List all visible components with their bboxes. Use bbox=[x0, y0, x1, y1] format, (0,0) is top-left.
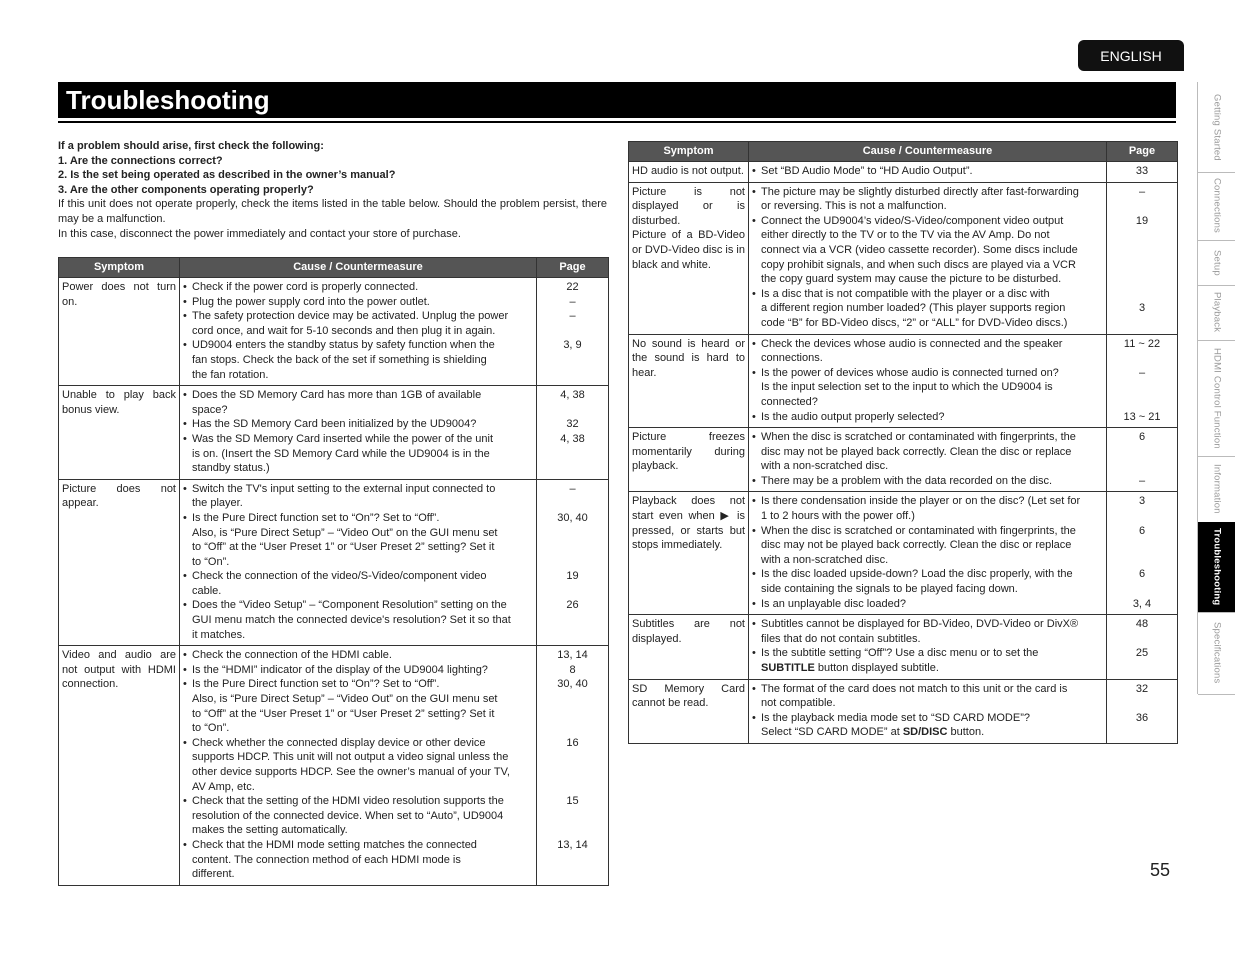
symptom-cell bbox=[629, 182, 749, 334]
page-reference: 13, 14 bbox=[557, 649, 588, 662]
page-reference: – bbox=[1138, 474, 1146, 487]
troubleshooting-table-left bbox=[58, 257, 609, 886]
page-cell bbox=[1107, 679, 1178, 743]
symptom-cell bbox=[59, 479, 180, 646]
page-reference: 3, 4 bbox=[1132, 597, 1152, 610]
countermeasure-continuation: to “On”. bbox=[192, 722, 230, 735]
page-reference: 6 bbox=[1138, 524, 1146, 537]
side-tab-label: HDMI Control Function bbox=[1211, 347, 1223, 449]
side-tab-label: Setup bbox=[1211, 249, 1223, 276]
page-reference: 8 bbox=[569, 663, 576, 676]
intro-section bbox=[58, 139, 607, 241]
page-reference bbox=[1110, 725, 1174, 740]
countermeasure-continuation: Also, is “Pure Direct Setup” – “Video Out” on the GUI menu set bbox=[192, 693, 498, 706]
countermeasure-item: • Is a disc that is not compatible with the player or a disc with bbox=[752, 287, 1103, 302]
countermeasure-item: • Check the connection of the HDMI cable. bbox=[183, 648, 533, 663]
table-row bbox=[59, 479, 609, 646]
countermeasure-item: • Subtitles cannot be displayed for BD-Video, DVD-Video or DivX® bbox=[752, 617, 1103, 632]
countermeasure-continuation: supports HDCP. This unit will not output a video signal unless the bbox=[192, 751, 509, 764]
page-reference: 3 bbox=[1138, 495, 1146, 508]
countermeasure-item: • Check the devices whose audio is connected and the speaker bbox=[752, 337, 1103, 352]
countermeasure-continuation: 1 to 2 hours with the power off.) bbox=[761, 510, 915, 523]
countermeasure-item: • UD9004 enters the standby status by safety function when the bbox=[183, 338, 533, 353]
countermeasure-continuation: content. The connection method of each HDMI mode is bbox=[192, 853, 461, 866]
table-row bbox=[629, 334, 1178, 428]
countermeasure-continuation: is on. (Insert the SD Memory Card while the UD9004 is in the bbox=[192, 447, 490, 460]
countermeasure-item: • Does the SD Memory Card has more than 1GB of available bbox=[183, 388, 533, 403]
countermeasure-continuation: AV Amp, etc. bbox=[192, 780, 255, 793]
intro-question-1: 1. Are the connections correct? bbox=[58, 154, 223, 167]
countermeasure-continuation: it matches. bbox=[192, 628, 246, 641]
intro-paragraph-2: In this case, disconnect the power immediately and contact your store of purchase. bbox=[58, 227, 461, 240]
header-symptom: Symptom bbox=[59, 258, 180, 278]
countermeasure-item: • Is the Pure Direct function set to “On”? Set to “Off”. bbox=[183, 511, 533, 526]
page-reference bbox=[540, 613, 605, 628]
page-reference bbox=[1110, 351, 1174, 366]
side-tab-hdmi-control-function[interactable] bbox=[1198, 340, 1235, 457]
page-reference bbox=[540, 555, 605, 570]
countermeasure-continuation: SUBTITLE button displayed subtitle. bbox=[761, 662, 939, 674]
countermeasure-item: • Is the power of devices whose audio is connected turned on? bbox=[752, 366, 1103, 381]
countermeasure-item: • Has the SD Memory Card been initialized by the UD9004? bbox=[183, 417, 533, 432]
page-reference bbox=[1110, 553, 1174, 568]
countermeasure-continuation: the copy guard system may cause the picture to be disturbed. bbox=[761, 273, 1062, 286]
side-tab-label: Information bbox=[1211, 464, 1223, 514]
symptom-cell bbox=[59, 386, 180, 480]
countermeasure-item: • Check that the setting of the HDMI video resolution supports the bbox=[183, 794, 533, 809]
symptom-text: Picture of a BD-Video or DVD-Video disc is in black and white. bbox=[632, 229, 745, 271]
countermeasure-item: • The picture may be slightly disturbed directly after fast-forwarding bbox=[752, 185, 1103, 200]
cause-cell bbox=[749, 615, 1107, 679]
countermeasure-item: • Switch the TV's input setting to the external input connected to bbox=[183, 482, 533, 497]
side-tab-label: Playback bbox=[1211, 292, 1223, 333]
countermeasure-item: • Set “BD Audio Mode” to “HD Audio Output”. bbox=[752, 164, 1103, 179]
countermeasure-item: • There may be a problem with the data recorded on the disc. bbox=[752, 474, 1103, 489]
page-reference: 30, 40 bbox=[557, 511, 588, 524]
page-reference: 19 bbox=[566, 570, 579, 583]
page-reference bbox=[1110, 582, 1174, 597]
page-reference bbox=[1110, 459, 1174, 474]
page-reference bbox=[540, 540, 605, 555]
cause-cell bbox=[749, 334, 1107, 428]
table-row bbox=[629, 162, 1178, 183]
countermeasure-item: • Is the disc loaded upside-down? Load the disc properly, with the bbox=[752, 567, 1103, 582]
table-row bbox=[629, 615, 1178, 679]
page-reference: – bbox=[569, 310, 576, 323]
side-tab-label: Troubleshooting bbox=[1211, 528, 1223, 606]
symptom-text: Video and audio are not output with HDMI connection. bbox=[62, 649, 176, 691]
countermeasure-item: • Is an unplayable disc loaded? bbox=[752, 597, 1103, 612]
header-cause: Cause / Countermeasure bbox=[180, 258, 537, 278]
page-reference: 3 bbox=[1138, 302, 1146, 315]
side-tab-connections[interactable] bbox=[1198, 172, 1235, 241]
cause-cell bbox=[749, 492, 1107, 615]
page-reference bbox=[540, 780, 605, 795]
page-reference bbox=[540, 447, 605, 462]
symptom-text: Picture is not displayed or is disturbed. bbox=[632, 185, 745, 227]
table-row bbox=[629, 182, 1178, 334]
countermeasure-continuation: GUI menu match the connected device's resolution? Set it so that bbox=[192, 614, 511, 627]
countermeasure-continuation: cable. bbox=[192, 584, 222, 597]
intro-paragraph-1: If this unit does not operate properly, check the items listed in the table below. Should the problem persist, there may be a malfunction. bbox=[58, 198, 607, 225]
page-reference bbox=[540, 584, 605, 599]
header-cause: Cause / Countermeasure bbox=[749, 142, 1107, 162]
page-reference bbox=[540, 368, 605, 383]
table-row bbox=[629, 428, 1178, 492]
page-reference bbox=[540, 867, 605, 882]
countermeasure-continuation: the player. bbox=[192, 497, 243, 510]
countermeasure-continuation: Also, is “Pure Direct Setup” – “Video Out” on the GUI menu set bbox=[192, 526, 498, 539]
page-cell bbox=[1107, 162, 1178, 183]
cause-cell bbox=[180, 386, 537, 480]
table-row bbox=[59, 646, 609, 886]
countermeasure-continuation: with a non-scratched disc. bbox=[761, 553, 889, 566]
side-tab-setup[interactable] bbox=[1198, 240, 1235, 286]
page-reference: 30, 40 bbox=[557, 678, 588, 691]
side-tab-information[interactable] bbox=[1198, 456, 1235, 523]
countermeasure-item: • The safety protection device may be activated. Unplug the power bbox=[183, 309, 533, 324]
cause-cell bbox=[749, 428, 1107, 492]
page-reference bbox=[1110, 243, 1174, 258]
page-reference bbox=[1110, 538, 1174, 553]
symptom-text: No sound is heard or the sound is hard to hear. bbox=[632, 337, 745, 379]
page-reference bbox=[540, 692, 605, 707]
countermeasure-item: • Is the “HDMI” indicator of the display of the UD9004 lighting? bbox=[183, 663, 533, 678]
countermeasure-item: • Plug the power supply cord into the power outlet. bbox=[183, 295, 533, 310]
page-number: 55 bbox=[1150, 860, 1171, 880]
page-reference bbox=[540, 324, 605, 339]
page-reference: 15 bbox=[566, 795, 579, 808]
countermeasure-continuation: fan stops. Check the back of the set if something is shielding bbox=[192, 353, 487, 366]
page-reference: – bbox=[569, 482, 576, 495]
page-cell bbox=[537, 278, 609, 386]
page-reference bbox=[540, 496, 605, 511]
intro-question-3: 3. Are the other components operating properly? bbox=[58, 183, 314, 196]
symptom-cell bbox=[629, 162, 749, 183]
page-reference bbox=[1110, 380, 1174, 395]
countermeasure-continuation: resolution of the connected device. When set to “Auto”, UD9004 bbox=[192, 809, 504, 822]
symptom-cell bbox=[629, 615, 749, 679]
page-cell bbox=[1107, 334, 1178, 428]
countermeasure-continuation: disc may not be played back correctly. Clean the disc or replace bbox=[761, 539, 1072, 552]
symptom-text: Power does not turn on. bbox=[62, 281, 176, 308]
page-reference bbox=[1110, 696, 1174, 711]
page-reference bbox=[1110, 632, 1174, 647]
page-reference: – bbox=[1138, 185, 1146, 198]
countermeasure-continuation: not compatible. bbox=[761, 697, 836, 710]
page-reference bbox=[540, 707, 605, 722]
page-reference: 36 bbox=[1135, 711, 1149, 724]
page-reference bbox=[1110, 395, 1174, 410]
page-cell bbox=[1107, 182, 1178, 334]
countermeasure-continuation: to “On”. bbox=[192, 555, 230, 568]
page-reference: – bbox=[1138, 366, 1146, 379]
page-reference: 16 bbox=[566, 736, 579, 749]
page-cell bbox=[537, 479, 609, 646]
symptom-cell bbox=[59, 278, 180, 386]
intro-lead: If a problem should arise, first check the following: bbox=[58, 140, 324, 152]
page-reference bbox=[1110, 287, 1174, 302]
page-reference bbox=[540, 823, 605, 838]
symptom-text: Unable to play back bonus view. bbox=[62, 389, 176, 416]
page-reference bbox=[540, 628, 605, 643]
symptom-text: HD audio is not output. bbox=[632, 165, 744, 177]
symptom-text: Playback does not start even when ▶ is pressed, or starts but stops immediately. bbox=[632, 495, 745, 552]
troubleshooting-table-right bbox=[628, 141, 1178, 744]
symptom-cell bbox=[59, 646, 180, 886]
countermeasure-item: • Check that the HDMI mode setting matches the connected bbox=[183, 838, 533, 853]
countermeasure-item: • Check if the power cord is properly connected. bbox=[183, 280, 533, 295]
cause-cell bbox=[180, 646, 537, 886]
page-reference: 6 bbox=[1138, 431, 1146, 444]
page-cell bbox=[1107, 492, 1178, 615]
page-title: Troubleshooting bbox=[66, 85, 270, 115]
page-reference: 26 bbox=[566, 599, 579, 612]
page-reference bbox=[540, 353, 605, 368]
countermeasure-continuation: Is the input selection set to the input to which the UD9004 is bbox=[761, 381, 1053, 394]
countermeasure-continuation: connected? bbox=[761, 395, 818, 408]
countermeasure-continuation: the fan rotation. bbox=[192, 368, 269, 381]
page-reference: 4, 38 bbox=[560, 389, 585, 402]
header-page: Page bbox=[537, 258, 609, 278]
page-reference: 32 bbox=[566, 418, 579, 431]
countermeasure-continuation: different. bbox=[192, 868, 235, 881]
countermeasure-continuation: connections. bbox=[761, 352, 823, 365]
countermeasure-continuation: or reversing. This is not a malfunction. bbox=[761, 200, 947, 213]
language-badge: ENGLISH bbox=[1078, 40, 1184, 71]
countermeasure-continuation: code “B” for BD-Video discs, “2” or “ALL” for DVD-Video discs.) bbox=[761, 316, 1068, 329]
cause-cell bbox=[749, 162, 1107, 183]
page-reference bbox=[540, 809, 605, 824]
page-reference: 33 bbox=[1135, 165, 1149, 177]
page-reference bbox=[1110, 509, 1174, 524]
cause-cell bbox=[180, 278, 537, 386]
page-reference: 13, 14 bbox=[557, 838, 588, 851]
side-tab-getting-started[interactable] bbox=[1198, 82, 1235, 173]
page-reference bbox=[1110, 272, 1174, 287]
page-reference bbox=[1110, 661, 1174, 676]
page-reference: 32 bbox=[1135, 682, 1149, 695]
symptom-text: SD Memory Card cannot be read. bbox=[632, 682, 745, 710]
page-reference bbox=[1110, 228, 1174, 243]
symptom-cell bbox=[629, 492, 749, 615]
page-reference: – bbox=[569, 295, 576, 308]
page-reference bbox=[540, 461, 605, 476]
countermeasure-item: • Is the audio output properly selected? bbox=[752, 410, 1103, 425]
cause-cell bbox=[749, 182, 1107, 334]
page-reference bbox=[540, 853, 605, 868]
page-cell bbox=[537, 646, 609, 886]
countermeasure-continuation: disc may not be played back correctly. Clean the disc or replace bbox=[761, 445, 1072, 458]
countermeasure-continuation: makes the setting automatically. bbox=[192, 824, 348, 837]
countermeasure-item: • Connect the UD9004’s video/S-Video/component video output bbox=[752, 214, 1103, 229]
countermeasure-continuation: to “Off” at the “User Preset 1” or “User Preset 2” setting? Set it bbox=[192, 707, 495, 720]
countermeasure-continuation: to “Off” at the “User Preset 1” or “User Preset 2” setting? Set it bbox=[192, 541, 495, 554]
page-reference: 4, 38 bbox=[560, 432, 585, 445]
side-tab-label: Specifications bbox=[1211, 622, 1223, 684]
page-reference bbox=[1110, 258, 1174, 273]
page-reference: 22 bbox=[566, 281, 579, 293]
page-cell bbox=[537, 386, 609, 480]
page-reference bbox=[1110, 199, 1174, 214]
countermeasure-continuation: a different region number loaded? (This player supports region bbox=[761, 302, 1066, 315]
countermeasure-item: • Check whether the connected display device or other device bbox=[183, 736, 533, 751]
page-cell bbox=[1107, 615, 1178, 679]
side-tab-specifications[interactable] bbox=[1198, 612, 1235, 695]
page-cell bbox=[1107, 428, 1178, 492]
table-row bbox=[59, 278, 609, 386]
countermeasure-continuation: space? bbox=[192, 403, 228, 416]
cause-cell bbox=[749, 679, 1107, 743]
symptom-text: Picture freezes momentarily during playback. bbox=[632, 431, 745, 473]
symptom-text: Picture does not appear. bbox=[62, 482, 176, 510]
countermeasure-continuation: cord once, and wait for 5-10 seconds and then plug it in again. bbox=[192, 324, 496, 337]
title-bar bbox=[58, 82, 1176, 118]
header-page: Page bbox=[1107, 142, 1178, 162]
countermeasure-continuation: other device supports HDCP. See the owner’s manual of your TV, bbox=[192, 766, 510, 778]
symptom-cell bbox=[629, 428, 749, 492]
symptom-cell bbox=[629, 679, 749, 743]
page-reference: 19 bbox=[1135, 214, 1149, 227]
page-reference bbox=[540, 721, 605, 736]
countermeasure-continuation: with a non-scratched disc. bbox=[761, 460, 889, 473]
countermeasure-continuation: files that do not contain subtitles. bbox=[761, 632, 921, 645]
side-tabs bbox=[1197, 82, 1235, 694]
side-tab-label: Connections bbox=[1211, 178, 1223, 234]
side-tab-label: Getting Started bbox=[1211, 93, 1223, 161]
page-reference: 13 ~ 21 bbox=[1123, 410, 1161, 423]
table-row bbox=[59, 386, 609, 480]
cause-cell bbox=[180, 479, 537, 646]
symptom-cell bbox=[629, 334, 749, 428]
page-reference: 11 ~ 22 bbox=[1123, 337, 1161, 350]
title-underline bbox=[58, 121, 1176, 123]
countermeasure-item: • Is there condensation inside the player or on the disc? (Let set for bbox=[752, 494, 1103, 509]
page-reference bbox=[540, 750, 605, 765]
countermeasure-item: • Was the SD Memory Card inserted while the power of the unit bbox=[183, 432, 533, 447]
page-reference bbox=[1110, 445, 1174, 460]
page-reference: 25 bbox=[1135, 647, 1149, 660]
page-reference bbox=[540, 403, 605, 418]
page-reference bbox=[540, 765, 605, 780]
countermeasure-continuation: standby status.) bbox=[192, 462, 270, 475]
countermeasure-item: • When the disc is scratched or contaminated with fingerprints, the bbox=[752, 430, 1103, 445]
countermeasure-item: • The format of the card does not match to this unit or the card is bbox=[752, 682, 1103, 697]
countermeasure-continuation: side containing the signals to be played facing down. bbox=[761, 583, 1018, 596]
countermeasure-item: • Is the playback media mode set to “SD CARD MODE”? bbox=[752, 711, 1103, 726]
countermeasure-item: • Does the “Video Setup” – “Component Resolution” setting on the bbox=[183, 598, 533, 613]
intro-question-2: 2. Is the set being operated as described in the owner’s manual? bbox=[58, 169, 396, 182]
page-reference: 6 bbox=[1138, 568, 1146, 581]
page-reference: 3, 9 bbox=[563, 339, 582, 352]
table-row bbox=[629, 679, 1178, 743]
countermeasure-item: • When the disc is scratched or contaminated with fingerprints, the bbox=[752, 524, 1103, 539]
page-reference bbox=[1110, 316, 1174, 331]
countermeasure-item: • Is the Pure Direct function set to “On”? Set to “Off”. bbox=[183, 677, 533, 692]
header-symptom: Symptom bbox=[629, 142, 749, 162]
countermeasure-continuation: Select “SD CARD MODE” at SD/DISC button. bbox=[761, 726, 985, 739]
countermeasure-continuation: copy prohibit signals, and when such discs are played via a VCR bbox=[761, 258, 1076, 271]
side-tab-troubleshooting[interactable] bbox=[1198, 522, 1235, 613]
table-row bbox=[629, 492, 1178, 615]
side-tab-playback[interactable] bbox=[1198, 285, 1235, 341]
countermeasure-continuation: either directly to the TV or to the TV via the AV Amp. Do not bbox=[761, 229, 1050, 242]
symptom-text: Subtitles are not displayed. bbox=[632, 618, 745, 645]
countermeasure-item: • Is the subtitle setting “Off”? Use a disc menu or to set the bbox=[752, 646, 1103, 661]
countermeasure-continuation: connect via a VCR (video cassette recorder). Some discs include bbox=[761, 243, 1078, 256]
countermeasure-item: • Check the connection of the video/S-Video/component video bbox=[183, 569, 533, 584]
page-reference: 48 bbox=[1135, 618, 1149, 631]
page-reference bbox=[540, 526, 605, 541]
